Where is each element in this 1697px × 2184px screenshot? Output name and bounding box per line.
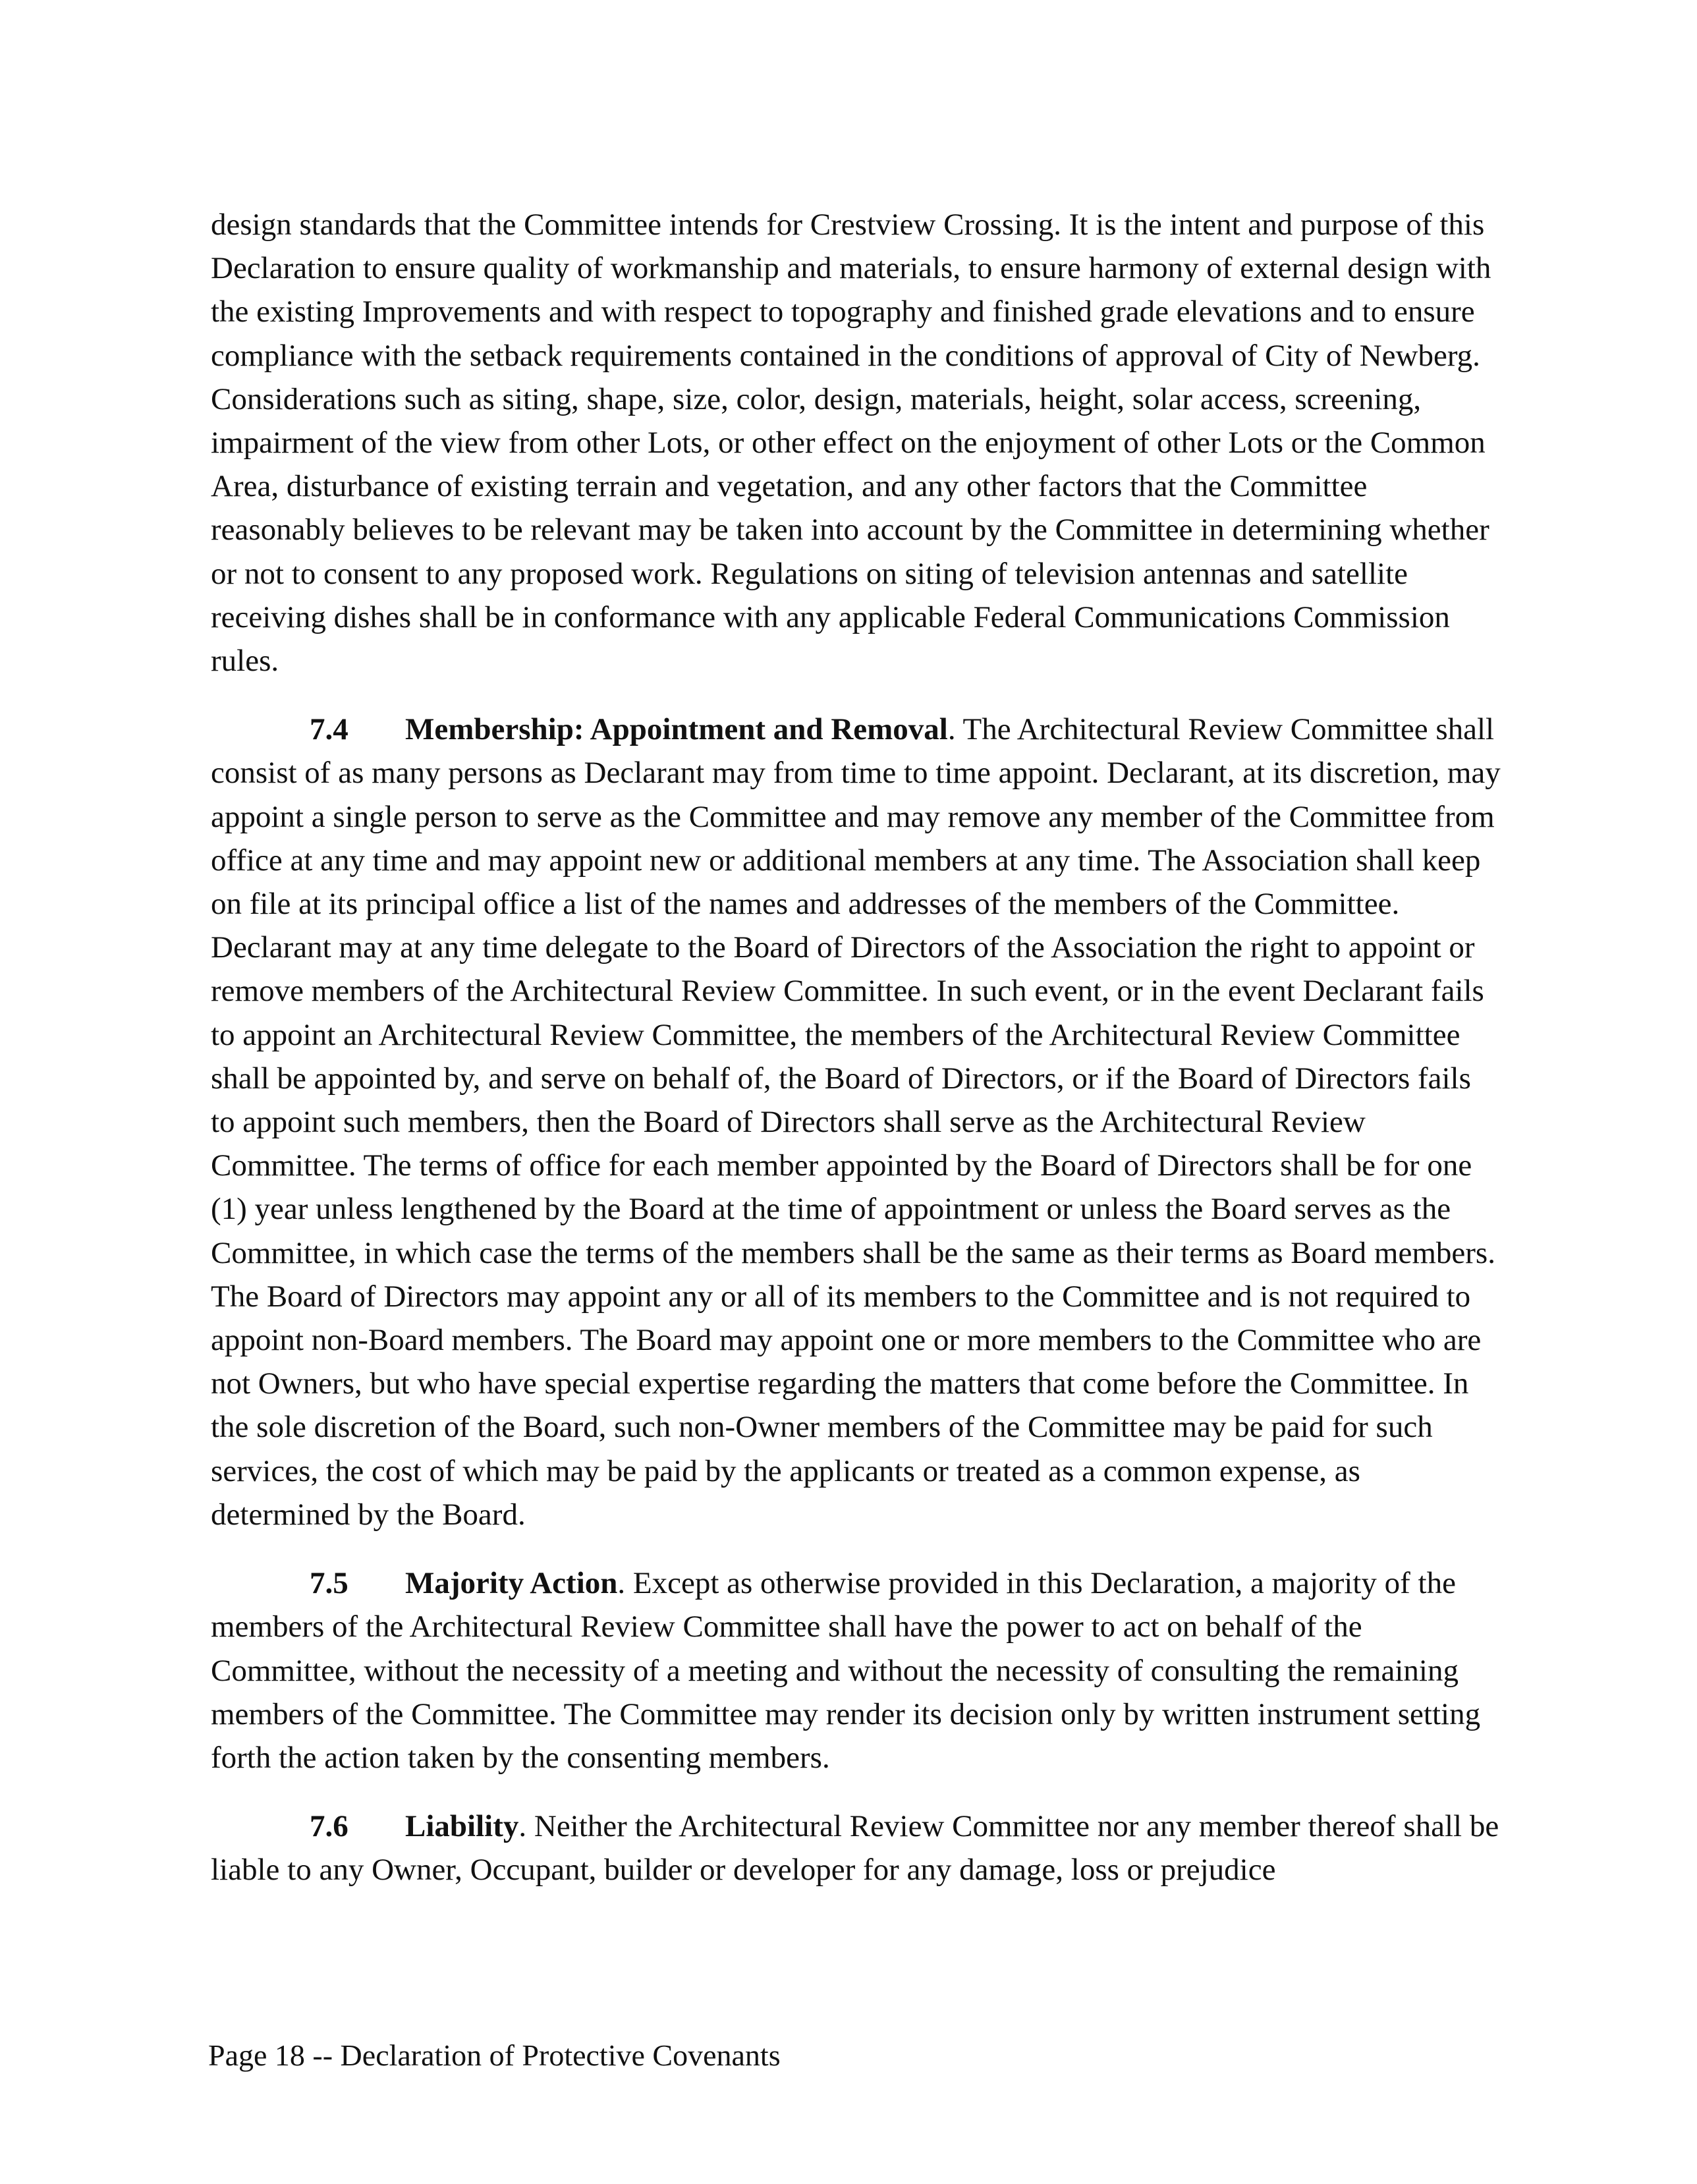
page-footer: Page 18 -- Declaration of Protective Covenants [208,2038,781,2072]
section-number: 7.6 [310,1809,348,1844]
section-title: Membership: Appointment and Removal [405,712,948,747]
document-body [211,203,1502,1917]
section-body: . The Architectural Review Committee shall consist of as many persons as Declarant may from time to time appoint. Declarant, at its discretion, may appoint a single person to serve as the Committee and may remove any member of the Committee from office at any time and may appoint new or additional members at any time. The Association shall keep on file at its principal office a list of the names and addresses of the members of the Committee. Declarant may at any time delegate to the Board of Directors of the Association the right to appoint or remove members of the Architectural Review Committee. In such event, or in the event Declarant fails to appoint an Architectural Review Committee, the members of the Architectural Review Committee shall be appointed by, and serve on behalf of, the Board of Directors, or if the Board of Directors fails to appoint such members, then the Board of Directors shall serve as the Architectural Review Committee. The terms of office for each member appointed by the Board of Directors shall be for one (1) year unless lengthened by the Board at the time of appointment or unless the Board serves as the Committee, in which case the terms of the members shall be the same as their terms as Board members. The Board of Directors may appoint any or all of its members to the Committee and is not required to appoint non-Board members. The Board may appoint one or more members to the Committee who are not Owners, but who have special expertise regarding the matters that come before the Committee. In the sole discretion of the Board, such non-Owner members of the Committee may be paid for such services, the cost of which may be paid by the applicants or treated as a common expense, as determined by the Board. [211,712,1501,1532]
section-body: . Except as otherwise provided in this Declaration, a majority of the members of the Architectural Review Committee shall have the power to act on behalf of the Committee, without the necessity of a meeting and without the necessity of consulting the remaining members of the Committee. The Committee may render its decision only by written instrument setting forth the action taken by the consenting members. [211,1566,1481,1775]
section-number: 7.4 [310,712,348,747]
intro-paragraph: design standards that the Committee intends for Crestview Crossing. It is the intent and purpose of this Declaration to ensure quality of workmanship and materials, to ensure harmony of external design with the existing Improvements and with respect to topography and finished grade elevations and to ensure compliance with the setback requirements contained in the conditions of approval of City of Newberg. Considerations such as siting, shape, size, color, design, materials, height, solar access, screening, impairment of the view from other Lots, or other effect on the enjoyment of other Lots or the Common Area, disturbance of existing terrain and vegetation, and any other factors that the Committee reasonably believes to be relevant may be taken into account by the Committee in determining whether or not to consent to any proposed work. Regulations on siting of television antennas and satellite receiving dishes shall be in conformance with any applicable Federal Communications Commission rules. [211,208,1491,679]
section-7-6 [211,1805,1502,1891]
section-body: . Neither the Architectural Review Committee nor any member thereof shall be liable to any Owner, Occupant, builder or developer for any damage, loss or prejudice [211,1809,1499,1888]
section-title: Liability [405,1809,519,1844]
section-title: Majority Action [405,1566,618,1601]
section-7-5 [211,1561,1502,1779]
section-number: 7.5 [310,1566,348,1601]
section-7-4 [211,708,1502,1536]
